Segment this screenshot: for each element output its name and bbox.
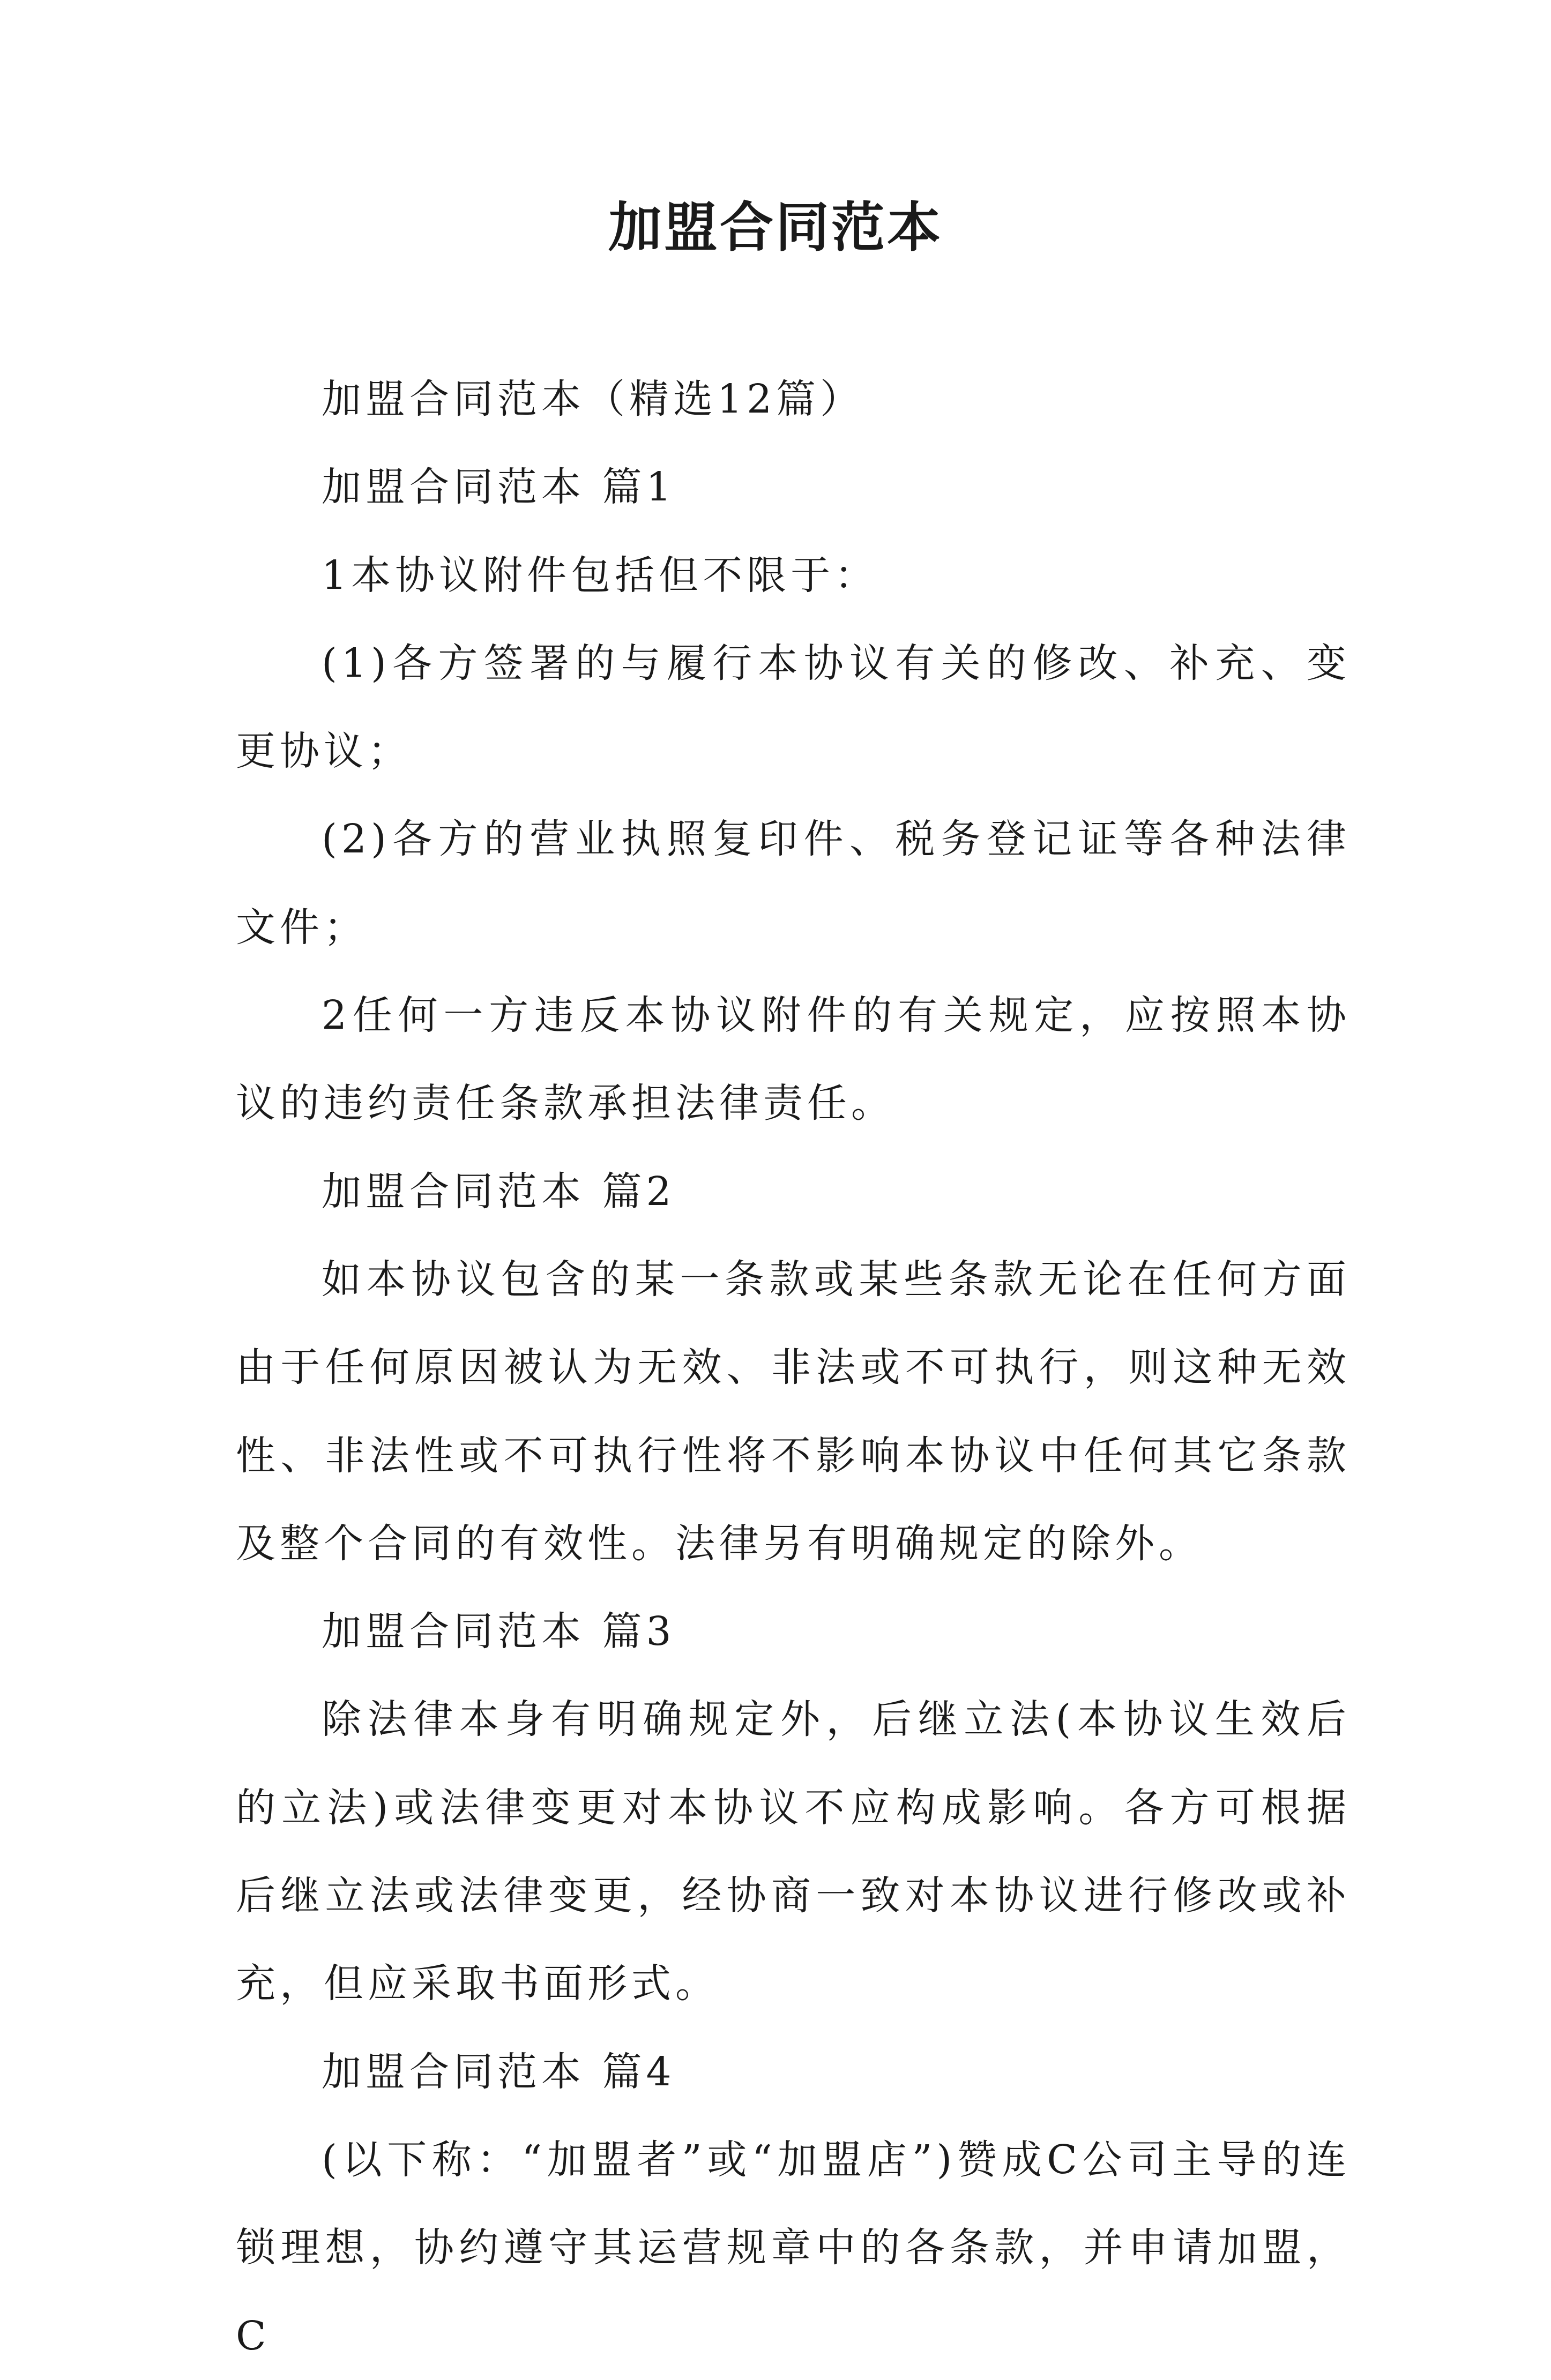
paragraph: (1)各方签署的与履行本协议有关的修改、补充、变更协议； (236, 640, 1351, 775)
section-heading-3: 加盟合同范本 篇3 (322, 1608, 676, 1655)
document-subtitle: 加盟合同范本（精选12篇） (322, 376, 864, 422)
paragraph: 如本协议包含的某一条款或某些条款无论在任何方面由于任何原因被认为无效、非法或不可执行，则这种无效性、非法性或不可执行性将不影响本协议中任何其它条款及整个合同的有效性。法律另有明确规定的除外。 (236, 1256, 1351, 1567)
section-heading-4: 加盟合同范本 篇4 (322, 2048, 676, 2095)
paragraph: 1本协议附件包括但不限于： (322, 552, 879, 598)
document-title: 加盟合同范本 (608, 196, 943, 259)
section-heading-2: 加盟合同范本 篇2 (322, 1168, 676, 1215)
paragraph: (以下称：“加盟者”或“加盟店”)赞成C公司主导的连锁理想，协约遵守其运营规章中的各条款，并申请加盟，C (236, 2136, 1351, 2359)
paragraph: 除法律本身有明确规定外，后继立法(本协议生效后的立法)或法律变更对本协议不应构成影响。各方可根据后继立法或法律变更，经协商一致对本协议进行修改或补充，但应采取书面形式。 (236, 1696, 1351, 2007)
section-heading-1: 加盟合同范本 篇1 (322, 464, 676, 511)
paragraph: (2)各方的营业执照复印件、税务登记证等各种法律文件； (236, 816, 1351, 950)
document-body (236, 355, 1351, 2380)
paragraph: 2任何一方违反本协议附件的有关规定，应按照本协议的违约责任条款承担法律责任。 (236, 992, 1351, 1127)
